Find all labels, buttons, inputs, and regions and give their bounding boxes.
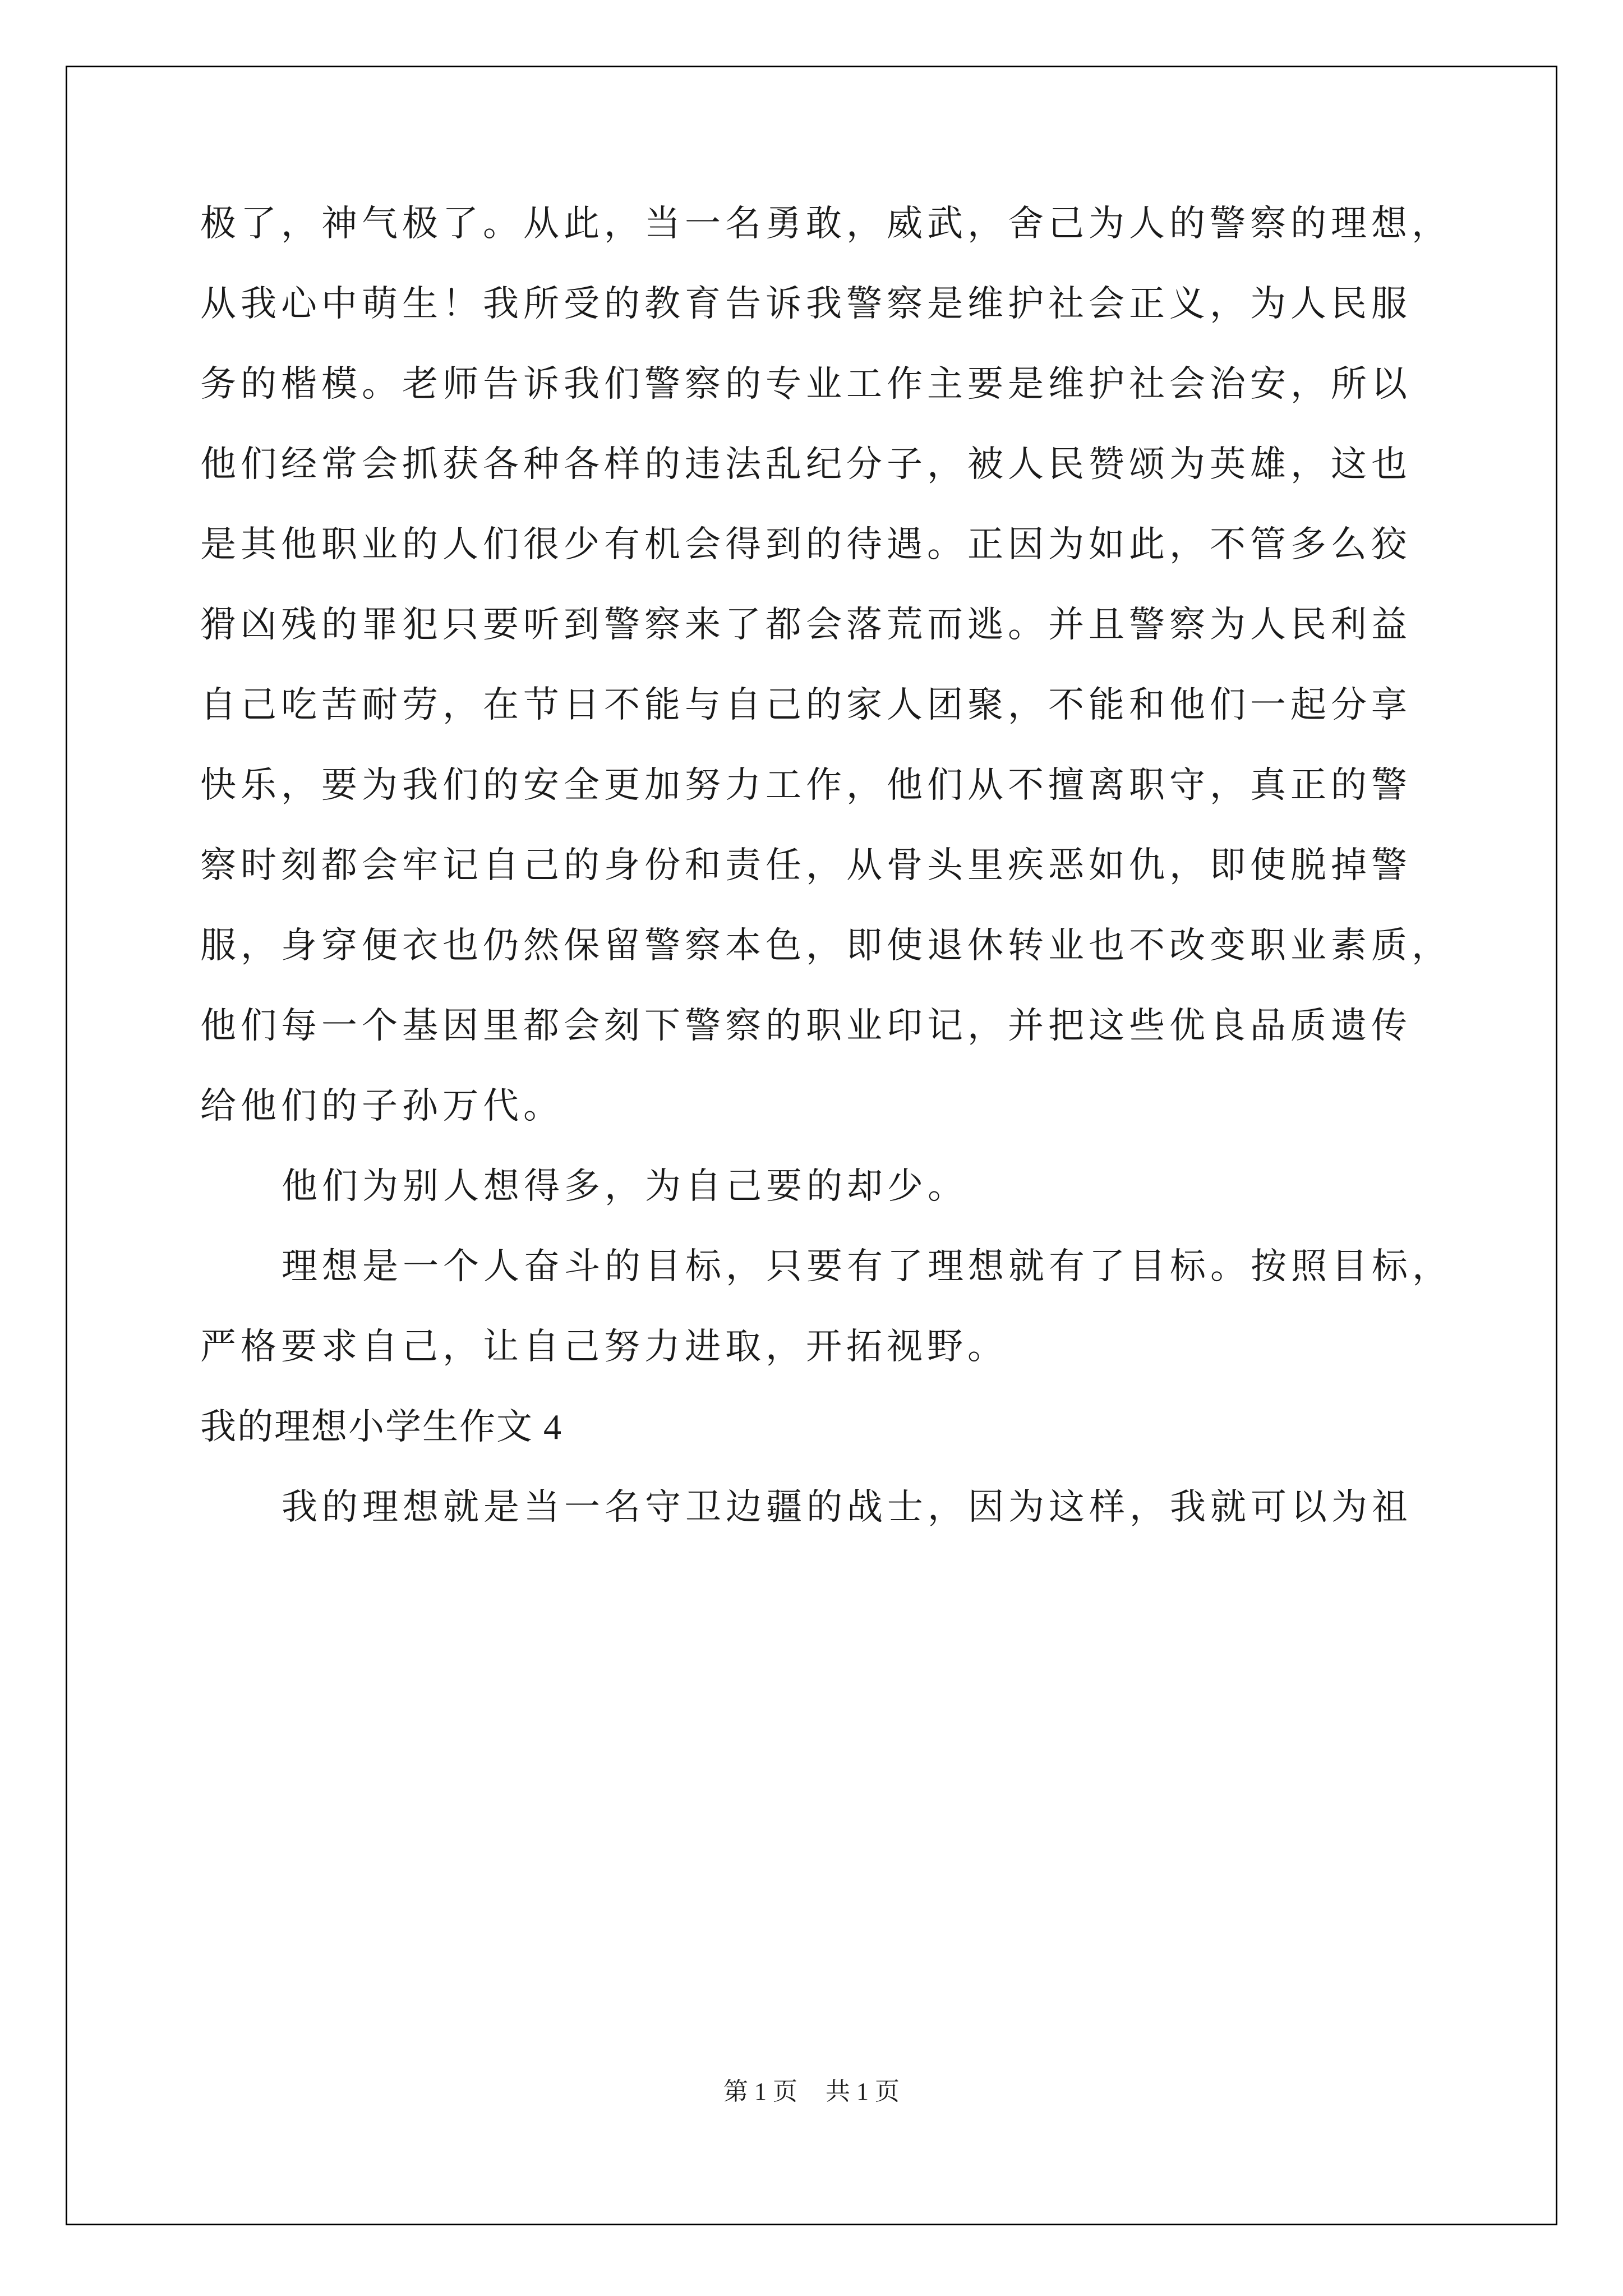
section-heading: 我的理想小学生作文 4	[200, 1407, 562, 1447]
text-line: 务的楷模。老师告诉我们警察的专业工作主要是维护社会治安，所以	[200, 364, 1412, 405]
text-line: 他们经常会抓获各种各样的违法乱纪分子，被人民赞颂为英雄，这也	[200, 444, 1412, 485]
text-line: 自己吃苦耐劳，在节日不能与自己的家人团聚，不能和他们一起分享	[200, 684, 1412, 726]
page-total: 共 1 页	[826, 2078, 900, 2105]
paragraph-line: 他们为别人想得多，为自己要的却少。	[282, 1166, 968, 1207]
page-footer	[0, 2071, 1623, 2107]
text-line: 快乐，要为我们的安全更加努力工作，他们从不擅离职守，真正的警	[200, 765, 1412, 806]
page-number: 第 1 页	[723, 2078, 797, 2105]
text-line: 服，身穿便衣也仍然保留警察本色，即使退休转业也不改变职业素质，	[200, 925, 1452, 967]
text-line: 察时刻都会牢记自己的身份和责任，从骨头里疾恶如仇，即使脱掉警	[200, 845, 1412, 886]
document-body	[200, 203, 1453, 1570]
text-line: 严格要求自己，让自己努力进取，开拓视野。	[200, 1326, 1008, 1368]
text-line: 猾凶残的罪犯只要听到警察来了都会落荒而逃。并且警察为人民利益	[200, 604, 1412, 646]
text-line: 给他们的子孙万代。	[200, 1085, 564, 1127]
text-line: 极了，神气极了。从此，当一名勇敢，威武，舍己为人的警察的理想，	[200, 203, 1452, 245]
text-line: 他们每一个基因里都会刻下警察的职业印记，并把这些优良品质遗传	[200, 1005, 1412, 1047]
paragraph-line: 我的理想就是当一名守卫边疆的战士，因为这样，我就可以为祖	[282, 1487, 1412, 1528]
paragraph-line: 理想是一个人奋斗的目标，只要有了理想就有了目标。按照目标，	[282, 1246, 1453, 1287]
text-line: 从我心中萌生！我所受的教育告诉我警察是维护社会正义，为人民服	[200, 283, 1412, 325]
text-line: 是其他职业的人们很少有机会得到的待遇。正因为如此，不管多么狡	[200, 524, 1412, 565]
